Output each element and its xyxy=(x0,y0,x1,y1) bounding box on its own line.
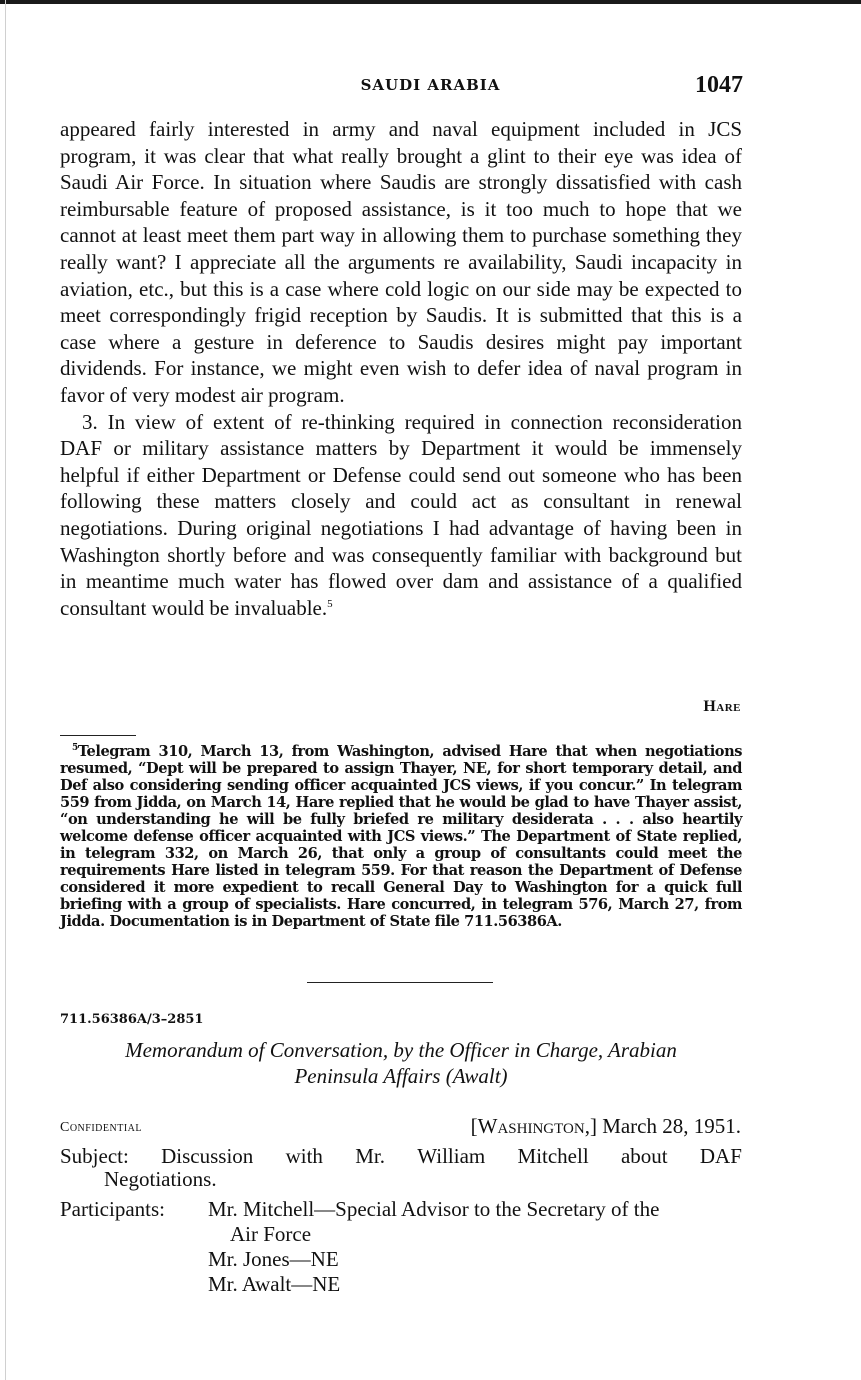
body-text xyxy=(60,116,742,621)
participant-mitchell: Mr. Mitchell—Special Advisor to the Secretary of the xyxy=(208,1197,660,1221)
classification: Confidential xyxy=(60,1120,142,1135)
subject-word: DAF xyxy=(699,1144,742,1168)
dateline xyxy=(471,1114,741,1139)
page-top-border xyxy=(0,0,861,4)
subject-label: Subject: xyxy=(60,1144,129,1168)
subject-word: Mitchell xyxy=(517,1144,589,1168)
subject-word: William xyxy=(417,1144,486,1168)
dateline-date: March 28, 1951. xyxy=(602,1114,741,1138)
subject-continuation: Negotiations. xyxy=(104,1167,217,1191)
dateline-place: [Washington,] xyxy=(470,1114,597,1138)
paragraph-3 xyxy=(60,409,742,622)
memo-title-line-1: Memorandum of Conversation, by the Officer in Charge, Arabian xyxy=(125,1038,677,1062)
subject-word: about xyxy=(620,1144,668,1168)
footnote-divider xyxy=(60,735,136,736)
file-reference: 711.56386A/3–2851 xyxy=(60,1012,204,1027)
footnote-text: Telegram 310, March 13, from Washington, advised Hare that when negotiations resumed, “Dept will be prepared to assign Thayer, NE, for short temporary detail, and Def also considering sending officer acquainted JCS views, if you concur.” In telegram 559 from Jidda, on March 14, Hare replied that he would be glad to have Thayer assist, “on understanding he will be fully briefed re military desiderata . . . also heartily welcome defense officer acquainted with JCS views.” The Department of State replied, in telegram 332, on March 26, that only a group of consultants could meet the requirements Hare listed in telegram 559. For that reason the Department of Defense considered it more expedient to recall General Day to Washington for a quick full briefing with a group of specialists. Hare concurred, in telegram 576, March 27, from Jidda. Documentation is in Department of State file 711.56386A. xyxy=(60,743,742,930)
subject-word: with xyxy=(285,1144,323,1168)
paragraph-continued: appeared fairly interested in army and naval equipment included in JCS program, it was clear that what really brought a glint to their eye was idea of Saudi Air Force. In situation where Saudis are strongly dissatisfied with cash reimbursable feature of proposed assistance, is it too much to hope that we cannot at least meet them part way in allowing them to purchase something they really want? I appreciate all the arguments re availability, Saudi incapacity in aviation, etc., but this is a case where cold logic on our side may be expected to meet correspondingly frigid reception by Saudis. It is submitted that this is a case where a gesture in deference to Saudis desires might pay important dividends. For instance, we might even wish to defer idea of naval program in favor of very modest air program. xyxy=(60,117,742,407)
participant-awalt: Mr. Awalt—NE xyxy=(208,1272,341,1296)
participants-list xyxy=(208,1197,742,1297)
section-divider xyxy=(307,982,493,983)
running-head-title: SAUDI ARABIA xyxy=(360,76,501,94)
footnote-reference: 5 xyxy=(327,597,333,610)
page-number: 1047 xyxy=(695,72,743,98)
subject xyxy=(60,1145,742,1191)
running-head xyxy=(0,72,861,102)
footnote-5 xyxy=(60,743,742,930)
paragraph-3-text: 3. In view of extent of re-thinking required in connection reconsideration DAF or military assistance matters by Department it would be immensely helpful if either Department or Defense could send out someone who has been following these matters closely and could act as consultant in renewal negotiations. During original negotiations I had advantage of having been in Washington shortly before and was consequently familiar with background but in meantime much water has flowed over dam and assistance of a qualified consultant would be invaluable. xyxy=(60,409,742,620)
memo-title xyxy=(60,1037,742,1089)
signature: Hare xyxy=(703,698,741,715)
participant-mitchell-continued: Air Force xyxy=(230,1222,312,1246)
participants xyxy=(60,1197,742,1297)
subject-line xyxy=(60,1145,742,1168)
memo-title-line-2: Peninsula Affairs (Awalt) xyxy=(294,1064,508,1088)
subject-word: Mr. xyxy=(355,1144,385,1168)
participant-jones: Mr. Jones—NE xyxy=(208,1247,339,1271)
page-left-edge xyxy=(5,0,6,1380)
footnote xyxy=(60,743,742,930)
footnote-mark: 5 xyxy=(72,743,78,754)
subject-word: Discussion xyxy=(161,1144,254,1168)
participants-label: Participants: xyxy=(60,1197,165,1221)
participants-row xyxy=(60,1197,742,1297)
